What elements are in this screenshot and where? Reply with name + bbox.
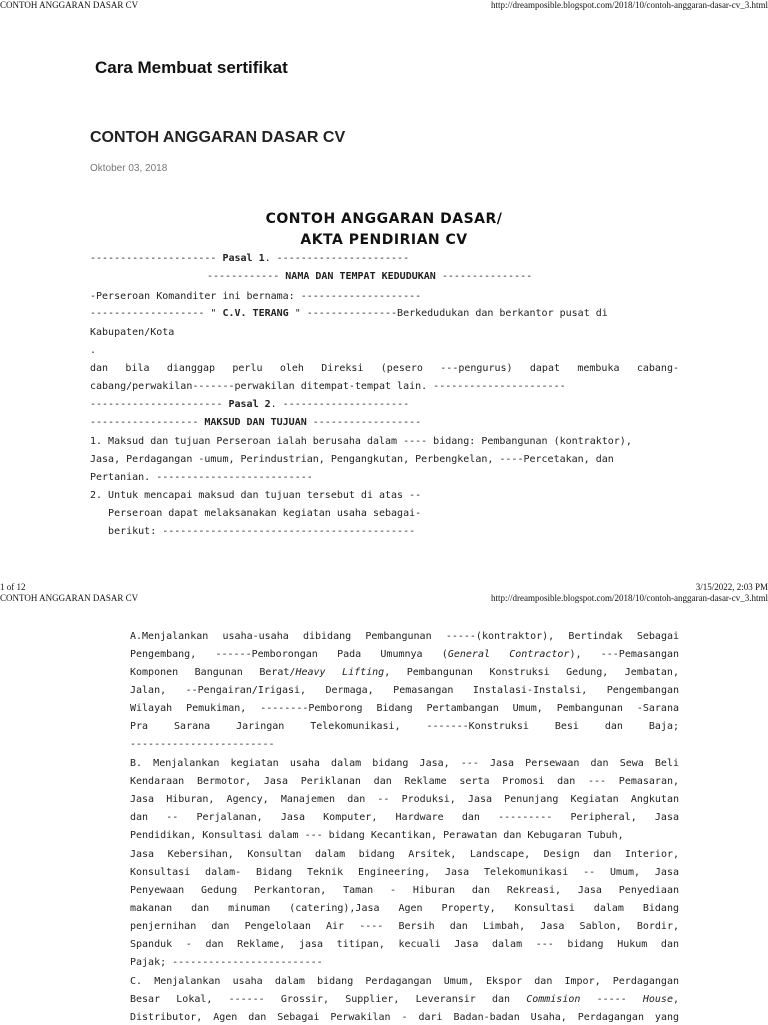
doc-line: cabang/perwakilan-------perwakilan ditempat-tempat lain. ---------------------- [90, 381, 566, 392]
doc-line: Pendidikan, Konsultasi dalam --- bidang Kecantikan, Perawatan dan Kebugaran Tubuh, [130, 830, 624, 841]
blog-title[interactable]: Cara Membuat sertifikat [95, 58, 288, 77]
doc-line: Perseroan dapat melaksanakan kegiatan usaha sebagai- [90, 508, 422, 519]
pasal-2-subheading: ------------------ MAKSUD DAN TUJUAN ------------------ [90, 417, 422, 428]
post-title[interactable]: CONTOH ANGGARAN DASAR CV [90, 129, 346, 146]
doc-line: B. Menjalankan kegiatan usaha dalam bidang Jasa, --- Jasa Persewaan dan Sewa Beli [130, 758, 679, 769]
doc-line: Penyewaan Gedung Perkantoran, Taman - Hiburan dan Rekreasi, Jasa Penyediaan [130, 885, 679, 896]
doc-line: 2. Untuk mencapai maksud dan tujuan tersebut di atas -- [90, 490, 422, 501]
print-timestamp: 3/15/2022, 2:03 PM [695, 582, 768, 592]
post-date: Oktober 03, 2018 [90, 163, 168, 174]
doc-line: Jasa Hiburan, Agency, Manajemen dan -- Produksi, Jasa Penunjang Kegiatan Angkutan [130, 794, 679, 805]
doc-line: C. Menjalankan usaha dalam bidang Perdagangan Umum, Ekspor dan Impor, Perdagangan [130, 976, 679, 987]
doc-line: A.Menjalankan usaha-usaha dibidang Pembangunan -----(kontraktor), Bertindak Sebagai [130, 631, 679, 642]
pasal-1-subheading: ------------ NAMA DAN TEMPAT KEDUDUKAN --------------- [207, 271, 533, 282]
print-header-title: CONTOH ANGGARAN DASAR CV [0, 593, 139, 603]
doc-line: Pra Sarana Jaringan Telekomunikasi, -------Konstruksi Besi dan Baja; [130, 721, 679, 732]
doc-line: 1. Maksud dan tujuan Perseroan ialah berusaha dalam ---- bidang: Pembangunan (kontraktor), [90, 436, 632, 447]
doc-line: ------------------------ [130, 739, 275, 750]
doc-line: ------------------- " C.V. TERANG " ---------------Berkedudukan dan berkantor pusat di [90, 308, 608, 319]
page-number: 1 of 12 [0, 582, 26, 592]
doc-line: penjernihan dan Pengelolaan Air ---- Bersih dan Limbah, Jasa Sablon, Bordir, [130, 921, 679, 932]
doc-line: Kendaraan Bermotor, Jasa Periklanan dan Reklame serta Promosi dan --- Pemasaran, [130, 776, 679, 787]
doc-line: -Perseroan Komanditer ini bernama: -------------------- [90, 291, 422, 302]
doc-line: Spanduk - dan Reklame, jasa titipan, kecuali Jasa dalam --- bidang Hukum dan [130, 939, 679, 950]
doc-line: Komponen Bangunan Berat/Heavy Lifting, Pembangunan Konstruksi Gedung, Jembatan, [130, 667, 679, 678]
doc-line: Pajak; ------------------------- [130, 957, 323, 968]
doc-line: Jasa Kebersihan, Konsultan dalam bidang Arsitek, Landscape, Design dan Interior, [130, 849, 679, 860]
doc-line: Kabupaten/Kota [90, 327, 175, 338]
doc-line: Konsultasi dalam- Bidang Teknik Engineering, Jasa Telekomunikasi -- Umum, Jasa [130, 867, 679, 878]
doc-line: makanan dan minuman (catering),Jasa Agen Property, Konsultasi dalam Bidang [130, 903, 679, 914]
print-header-url: http://dreamposible.blogspot.com/2018/10/contoh-anggaran-dasar-cv_3.html [490, 0, 768, 10]
doc-line: dan -- Perjalanan, Jasa Komputer, Hardware dan --------- Peripheral, Jasa [130, 812, 679, 823]
pasal-1-heading: --------------------- Pasal 1. ---------------------- [90, 253, 410, 264]
doc-line: Pengembang, ------Pemborongan Pada Umumnya (General Contractor), ---Pemasangan [130, 649, 680, 660]
doc-line: Besar Lokal, ------ Grossir, Supplier, Leveransir dan Commision ----- House, [130, 994, 679, 1005]
doc-line: Pertanian. -------------------------- [90, 472, 313, 483]
doc-line: berikut: ------------------------------------------ [90, 526, 416, 537]
doc-line: Wilayah Pemukiman, --------Pemborong Bidang Pertambangan Umum, Pembangunan -Sarana [130, 703, 679, 714]
doc-line: Jasa, Perdagangan -umum, Perindustrian, Pengangkutan, Perbengkelan, ----Percetakan, dan [90, 454, 614, 465]
doc-line: . [90, 345, 97, 356]
document-title-line-1: CONTOH ANGGARAN DASAR/ [265, 211, 503, 227]
doc-line: Distributor, Agen dan Sebagai Perwakilan - dari Badan-badan Usaha, Perdagangan yang [130, 1012, 679, 1023]
pasal-2-heading: ---------------------- Pasal 2. --------------------- [90, 399, 410, 410]
doc-line: Jalan, --Pengairan/Irigasi, Dermaga, Pemasangan Instalasi-Instalsi, Pengembangan [130, 685, 679, 696]
doc-line: dan bila dianggap perlu oleh Direksi (pesero ---pengurus) dapat membuka cabang- [90, 363, 679, 374]
print-header-url: http://dreamposible.blogspot.com/2018/10/contoh-anggaran-dasar-cv_3.html [490, 593, 768, 603]
print-header-title: CONTOH ANGGARAN DASAR CV [0, 0, 139, 10]
document-title-line-2: AKTA PENDIRIAN CV [300, 232, 468, 248]
